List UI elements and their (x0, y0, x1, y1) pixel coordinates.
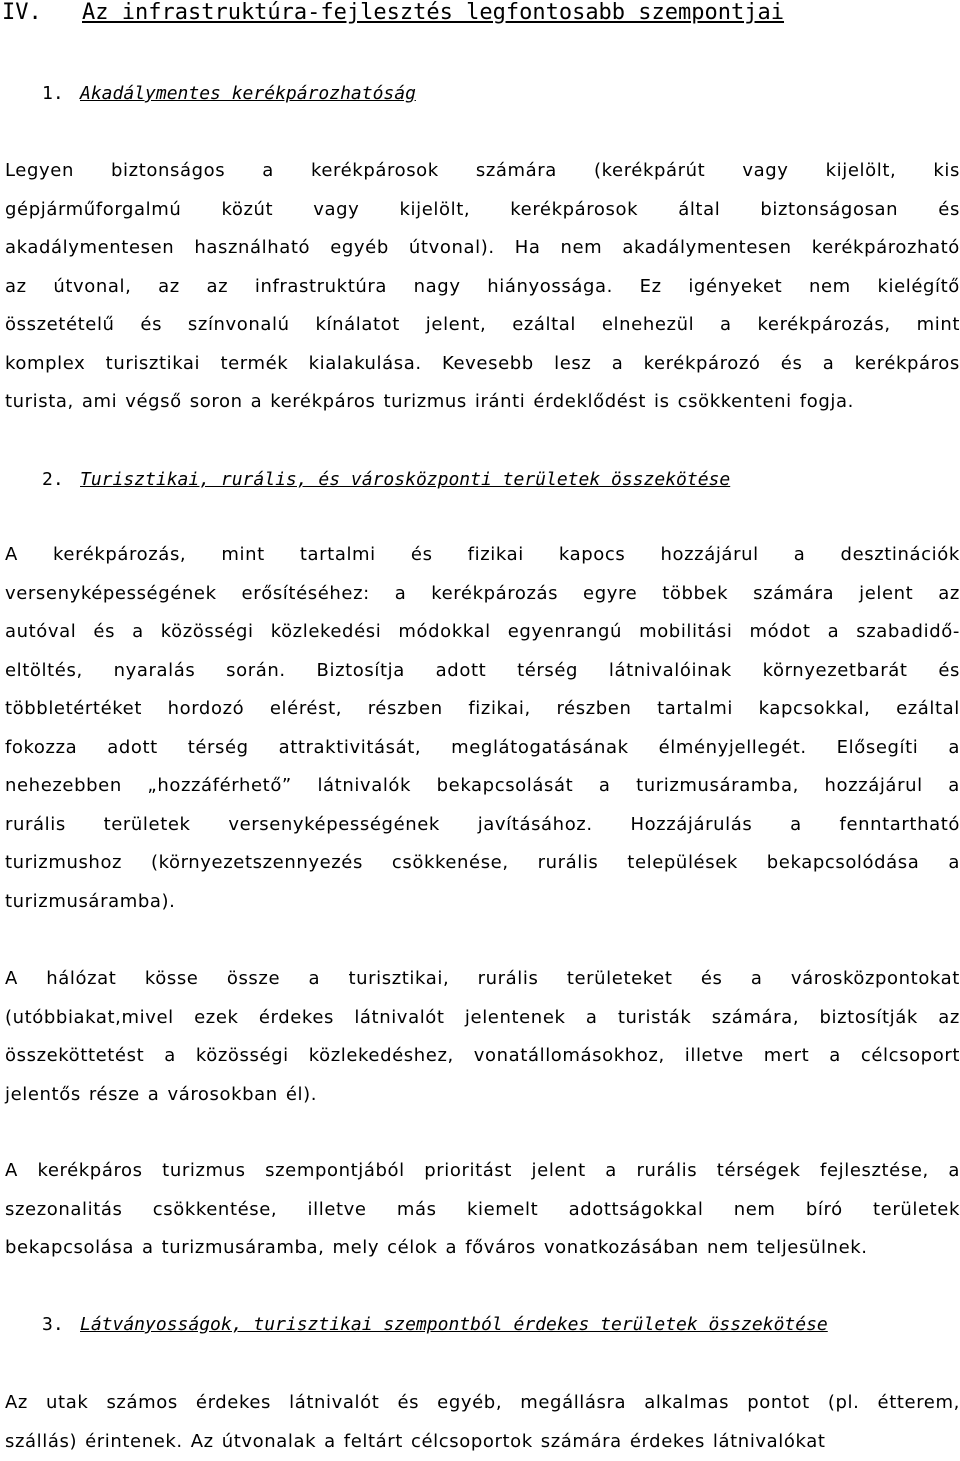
word: nem (561, 229, 603, 268)
word: érdekes (196, 1384, 271, 1423)
word: összetételű (5, 306, 115, 345)
word: ezáltal (512, 306, 576, 345)
word: vonatállomásokhoz, (474, 1037, 665, 1076)
word: kerékpározás, (758, 306, 891, 345)
word: kapcsokkal, (759, 690, 871, 729)
word: elérést, (270, 690, 342, 729)
word: (környezetszennyezés (151, 844, 363, 883)
word: illetve (308, 1191, 367, 1230)
word: használható (194, 229, 310, 268)
text-line (5, 191, 960, 230)
word: többek (662, 575, 728, 614)
word: turizmushoz (5, 844, 122, 883)
word: fejlesztése, (820, 1152, 929, 1191)
word: turizmusáramba, (636, 767, 799, 806)
word: kerékpározható (812, 229, 960, 268)
word: hiányossága. (487, 268, 613, 307)
word: városközpontokat (791, 960, 960, 999)
word: szabadidő- (856, 613, 960, 652)
word: gépjárműforgalmú (5, 191, 181, 230)
word: és (140, 306, 162, 345)
word: települések (627, 844, 738, 883)
text-line (5, 306, 960, 345)
word: kösse (145, 960, 199, 999)
paragraph (5, 1384, 960, 1461)
word: a (751, 960, 763, 999)
word: szempontjából (265, 1152, 405, 1191)
word: érintenek. (85, 1423, 183, 1461)
word: egyéb (330, 229, 389, 268)
word: és (397, 1384, 419, 1423)
word: a (794, 536, 806, 575)
text-line (5, 690, 960, 729)
word: hozzájárul (824, 767, 922, 806)
word: össze (227, 960, 280, 999)
word: rurális (5, 806, 66, 845)
chapter-title: Az infrastruktúra-fejlesztés legfontosabb szempontjai (82, 0, 784, 26)
word: turizmus (383, 383, 466, 422)
word: biztonságosan (760, 191, 898, 230)
word: látnivalót (289, 1384, 379, 1423)
word: jelent (859, 575, 913, 614)
word: teljesülnek. (757, 1229, 868, 1268)
word: területeket (567, 960, 673, 999)
word: kínálatot (316, 306, 400, 345)
word: látnivalók (317, 767, 411, 806)
word: javításához. (478, 806, 593, 845)
text-line (5, 229, 960, 268)
word: autóval (5, 613, 76, 652)
word: komplex (5, 345, 85, 384)
word: nem (707, 1229, 749, 1268)
word: ami (82, 383, 117, 422)
word: biztosítják (819, 999, 917, 1038)
text-line (5, 960, 960, 999)
word: kapocs (559, 536, 625, 575)
word: versenyképességének (228, 806, 440, 845)
word: számos (106, 1384, 177, 1423)
word: élményjellegét. (659, 729, 807, 768)
word: tartalmi (657, 690, 733, 729)
paragraph (5, 960, 960, 1114)
word: adott (436, 652, 487, 691)
word: a (790, 806, 802, 845)
word: a (132, 613, 144, 652)
word: térség (188, 729, 249, 768)
word: a (142, 1229, 154, 1268)
word: és (781, 345, 803, 384)
word: biztonságos (111, 152, 225, 191)
word: jelent, (426, 306, 487, 345)
section-number: 3. (42, 1313, 64, 1337)
word: iránti (475, 383, 526, 422)
word: a (612, 345, 624, 384)
word: módokkal (398, 613, 490, 652)
section-heading-2 (0, 468, 960, 496)
word: a (395, 575, 407, 614)
word: nem (809, 268, 851, 307)
word: és (411, 536, 433, 575)
section-title: Akadálymentes kerékpározhatóság (80, 82, 416, 106)
word: rurális (538, 844, 599, 883)
word: jelentenek (465, 999, 566, 1038)
word: a (599, 767, 611, 806)
word: jelentős (5, 1076, 81, 1115)
word: nem (734, 1191, 776, 1230)
word: számára, (712, 999, 799, 1038)
word: a (948, 844, 960, 883)
word: közösségi (196, 1037, 289, 1076)
text-line (5, 767, 960, 806)
word: turisztikai (106, 345, 201, 384)
word: mint (917, 306, 960, 345)
chapter-heading (0, 0, 960, 30)
word: bekapcsolása (5, 1229, 134, 1268)
word: kielégítő (877, 268, 959, 307)
word: közút (221, 191, 273, 230)
word: közlekedési (271, 613, 382, 652)
text-line (5, 806, 960, 845)
word: útvonalak (222, 1423, 316, 1461)
word: egyenrangú (508, 613, 622, 652)
section-title: Turisztikai, rurális, és városközponti területek összekötése (80, 468, 730, 492)
word: a (829, 1037, 841, 1076)
word: mobilitási (639, 613, 732, 652)
text-line (5, 652, 960, 691)
text-line (5, 536, 960, 575)
text-line (5, 999, 960, 1038)
word: közösségi (161, 613, 254, 652)
word: csökkenése, (392, 844, 509, 883)
word: az (158, 268, 180, 307)
word: jelent (532, 1152, 586, 1191)
text-line (5, 883, 960, 922)
word: kiemelt (467, 1191, 538, 1230)
word: Elősegíti (837, 729, 919, 768)
word: az (938, 575, 960, 614)
word: a (823, 345, 835, 384)
word: desztinációk (841, 536, 960, 575)
word: érdekes (630, 1423, 705, 1461)
paragraph (5, 536, 960, 921)
word: turisták (618, 999, 692, 1038)
word: fenntartható (840, 806, 960, 845)
word: nagy (414, 268, 461, 307)
word: „hozzáférhető” (147, 767, 291, 806)
section-title: Látványosságok, turisztikai szempontból érdekes területek összekötése (80, 1313, 828, 1337)
word: célok (387, 1229, 437, 1268)
word: érdekes (259, 999, 334, 1038)
word: Hozzájárulás (630, 806, 752, 845)
word: termék (220, 345, 288, 384)
word: versenyképességének (5, 575, 217, 614)
word: él). (286, 1076, 317, 1115)
word: meglátogatásának (451, 729, 629, 768)
text-line (5, 383, 960, 422)
word: számára (476, 152, 557, 191)
word: részben (556, 690, 631, 729)
word: lesz (554, 345, 591, 384)
word: fogja. (800, 383, 854, 422)
word: során. (226, 652, 286, 691)
word: a (948, 1152, 960, 1191)
word: kerékpáros (37, 1152, 142, 1191)
word: igényeket (688, 268, 782, 307)
word: kerékpáros (270, 383, 375, 422)
word: fokozza (5, 729, 77, 768)
word: kijelölt, (826, 152, 897, 191)
word: Ez (640, 268, 662, 307)
word: hordozó (168, 690, 245, 729)
word: célcsoport (861, 1037, 960, 1076)
word: elnehezül (602, 306, 694, 345)
word: akadálymentesen (5, 229, 174, 268)
word: infrastruktúra (255, 268, 387, 307)
word: A (5, 1152, 18, 1191)
text-line (5, 1076, 960, 1115)
word: Kevesebb (442, 345, 534, 384)
word: a (148, 1076, 160, 1115)
word: látnivalókat (713, 1423, 826, 1461)
text-line (5, 345, 960, 384)
word: környezetbarát (763, 652, 908, 691)
section-number: 1. (42, 82, 64, 106)
text-line (5, 729, 960, 768)
word: mely (332, 1229, 379, 1268)
word: területek (104, 806, 191, 845)
word: szezonalitás (5, 1191, 122, 1230)
section-heading-1 (0, 82, 960, 110)
word: Az (191, 1423, 214, 1461)
word: része (89, 1076, 140, 1115)
word: színvonalú (188, 306, 290, 345)
word: végső (125, 383, 182, 422)
word: főváros (465, 1229, 536, 1268)
word: bekapcsolódása (767, 844, 920, 883)
word: illetve (685, 1037, 744, 1076)
word: útvonal, (53, 268, 131, 307)
word: attraktivitását, (279, 729, 422, 768)
text-line (5, 152, 960, 191)
word: a (948, 729, 960, 768)
word: térség (517, 652, 578, 691)
word: Az (5, 1384, 28, 1423)
word: az (206, 268, 228, 307)
word: prioritást (424, 1152, 512, 1191)
text-line (5, 844, 960, 883)
word: látnivalóinak (609, 652, 732, 691)
word: a (605, 1152, 617, 1191)
word: az (5, 268, 27, 307)
word: szállás) (5, 1423, 77, 1461)
text-line (5, 1423, 960, 1461)
word: mint (221, 536, 264, 575)
word: ezek (194, 999, 238, 1038)
word: feltárt (344, 1423, 403, 1461)
word: turista, (5, 383, 74, 422)
word: és (938, 191, 960, 230)
word: által (678, 191, 720, 230)
word: A (5, 536, 18, 575)
word: hálózat (46, 960, 116, 999)
word: utak (46, 1384, 88, 1423)
word: a (720, 306, 732, 345)
word: A (5, 960, 18, 999)
word: Biztosítja (317, 652, 405, 691)
word: közlekedéshez, (309, 1037, 454, 1076)
word: csökkentése, (153, 1191, 277, 1230)
word: útvonal). (409, 229, 495, 268)
word: turizmusáramba, (162, 1229, 325, 1268)
word: kijelölt, (400, 191, 471, 230)
word: vonatkozásában (544, 1229, 699, 1268)
chapter-number: IV. (2, 0, 42, 26)
word: számára (753, 575, 834, 614)
paragraph (5, 1152, 960, 1268)
word: hozzájárul (660, 536, 758, 575)
word: részben (368, 690, 443, 729)
word: adottságokkal (569, 1191, 704, 1230)
word: kis (933, 152, 960, 191)
word: kerékpárosok (311, 152, 439, 191)
word: adott (107, 729, 158, 768)
word: a (262, 152, 274, 191)
word: látnivalót (354, 999, 444, 1038)
word: (utóbbiakat,mivel (5, 999, 174, 1038)
word: eltöltés, (5, 652, 83, 691)
word: rurális (478, 960, 539, 999)
word: kialakulása. (309, 345, 422, 384)
word: bekapcsolását (437, 767, 574, 806)
word: módot (750, 613, 811, 652)
word: a (446, 1229, 458, 1268)
word: vagy (742, 152, 788, 191)
text-line (5, 1384, 960, 1423)
word: számára (541, 1423, 622, 1461)
word: célcsoportok (411, 1423, 533, 1461)
word: városokban (167, 1076, 277, 1115)
text-line (5, 1191, 960, 1230)
word: bíró (806, 1191, 843, 1230)
section-number: 2. (42, 468, 64, 492)
word: kerékpározás (431, 575, 558, 614)
word: a (948, 767, 960, 806)
word: tartalmi (300, 536, 376, 575)
word: étterem, (878, 1384, 960, 1423)
word: térségek (717, 1152, 801, 1191)
word: alkalmas (644, 1384, 729, 1423)
word: kerékpáros (855, 345, 960, 384)
word: a (308, 960, 320, 999)
word: nehezebben (5, 767, 122, 806)
word: turisztikai, (348, 960, 449, 999)
word: soron (190, 383, 243, 422)
word: rurális (636, 1152, 697, 1191)
word: és (93, 613, 115, 652)
text-line (5, 613, 960, 652)
word: Legyen (5, 152, 74, 191)
word: turizmus (162, 1152, 245, 1191)
word: kerékpározás, (53, 536, 186, 575)
word: területek (873, 1191, 960, 1230)
word: egyre (583, 575, 637, 614)
word: és (701, 960, 723, 999)
word: összeköttetést (5, 1037, 144, 1076)
word: fizikai, (468, 690, 530, 729)
text-line (5, 1037, 960, 1076)
section-heading-3 (0, 1313, 960, 1341)
word: megállásra (520, 1384, 626, 1423)
word: egyéb, (437, 1384, 502, 1423)
word: mert (764, 1037, 809, 1076)
word: ezáltal (896, 690, 960, 729)
word: a (324, 1423, 336, 1461)
word: fizikai (468, 536, 524, 575)
word: akadálymentesen (622, 229, 791, 268)
word: az (938, 999, 960, 1038)
word: érdeklődést (533, 383, 646, 422)
word: kerékpározó (644, 345, 761, 384)
word: a (828, 613, 840, 652)
text-line (5, 1229, 960, 1268)
word: a (251, 383, 263, 422)
text-line (5, 1152, 960, 1191)
word: pontot (747, 1384, 810, 1423)
word: erősítéséhez: (242, 575, 370, 614)
paragraph (5, 152, 960, 422)
word: (kerékpárút (594, 152, 705, 191)
text-line (5, 575, 960, 614)
word: többletértéket (5, 690, 142, 729)
word: a (164, 1037, 176, 1076)
word: más (397, 1191, 437, 1230)
word: nyaralás (114, 652, 196, 691)
word: Ha (515, 229, 541, 268)
word: a (586, 999, 598, 1038)
word: is (654, 383, 670, 422)
word: kerékpárosok (510, 191, 638, 230)
word: és (938, 652, 960, 691)
word: turizmusáramba). (5, 883, 175, 922)
word: vagy (313, 191, 359, 230)
word: csökkenteni (678, 383, 792, 422)
text-line (5, 268, 960, 307)
word: (pl. (828, 1384, 860, 1423)
